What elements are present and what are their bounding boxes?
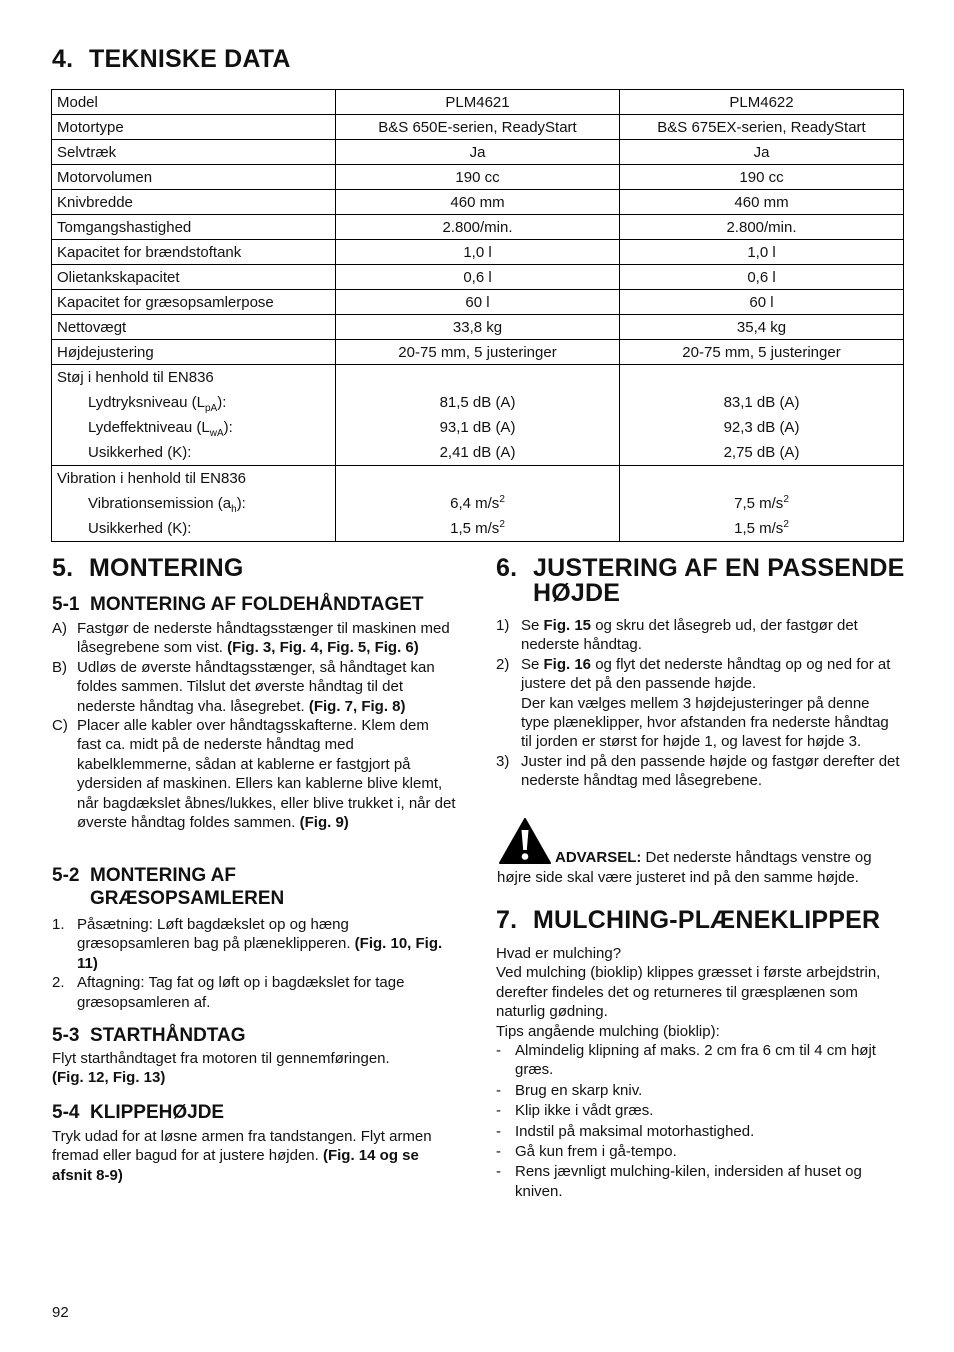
value: 1,5 $m/s^2$ xyxy=(450,519,505,537)
table-cell: PLM4621 xyxy=(336,90,620,115)
value: 2,41 dB (A) xyxy=(439,444,516,461)
section-5-heading xyxy=(52,556,244,581)
table-cell xyxy=(620,365,904,466)
section-title: MONTERING xyxy=(89,554,244,582)
section-title-line2: HØJDE xyxy=(533,579,621,607)
table-cell: 1,0 l xyxy=(620,240,904,265)
subscript: pA xyxy=(205,403,218,414)
table-cell: PLM4622 xyxy=(620,90,904,115)
subsection-5-4-heading xyxy=(52,1101,224,1124)
subsection-5-3-body xyxy=(52,1049,457,1088)
subsection-title: STARTHÅNDTAG xyxy=(90,1025,246,1046)
noise-lp-label xyxy=(57,390,330,415)
item-marker: 1) xyxy=(496,617,510,634)
value: 2,75 dB (A) xyxy=(723,444,800,461)
figure-ref: (Fig. 3, Fig. 4, Fig. 5, Fig. 6) xyxy=(227,639,419,657)
figure-ref: (Fig. 7, Fig. 8) xyxy=(308,697,406,715)
value: 93,1 dB (A) xyxy=(439,419,516,436)
section-number: 5. xyxy=(52,554,74,582)
value: 92,3 dB (A) xyxy=(723,419,800,436)
warning-label: ADVARSEL: xyxy=(555,849,642,866)
item-marker: 2. xyxy=(52,974,65,992)
warning-body: Det nederste håndtags venstre og højre side skal være justeret ind på den samme højde. xyxy=(497,849,872,886)
table-cell: Kapacitet for brændstoftank xyxy=(52,240,336,265)
item-text: Brug en skarp kniv. xyxy=(515,1081,643,1099)
table-row xyxy=(52,115,904,140)
table-cell: 460 mm xyxy=(620,190,904,215)
item-marker: B) xyxy=(52,658,67,676)
figure-ref: (Fig. 12, Fig. 13) xyxy=(52,1069,166,1087)
value: 83,1 dB (A) xyxy=(723,394,800,411)
figure-ref: Fig. 15 xyxy=(543,617,592,634)
table-row xyxy=(52,215,904,240)
item-text: og skru det låsegreb ud, der fastgør det nederste håndtag. xyxy=(521,617,858,654)
tech-data-table xyxy=(51,89,904,542)
label-end: ): xyxy=(236,495,246,512)
table-cell: 33,8 kg xyxy=(336,315,620,340)
label-end: ): xyxy=(223,419,233,436)
table-cell: Knivbredde xyxy=(52,190,336,215)
table-cell: 2.800/min. xyxy=(336,215,620,240)
figure-ref: (Fig. 14 og se afsnit 8-9) xyxy=(52,1147,419,1184)
list-item xyxy=(496,655,902,752)
bullet: - xyxy=(496,1102,501,1120)
value: 81,5 dB (A) xyxy=(439,394,516,411)
noise-lw-label xyxy=(57,415,330,440)
table-cell: Nettovægt xyxy=(52,315,336,340)
noise-title: Støj i henhold til EN836 xyxy=(57,369,214,386)
table-cell xyxy=(336,466,620,542)
table-cell: 2.800/min. xyxy=(620,215,904,240)
section-title: JUSTERING AF EN PASSENDE xyxy=(533,554,905,582)
subsection-title: MONTERING AF FOLDEHÅNDTAGET xyxy=(90,594,424,615)
list-item xyxy=(496,752,902,791)
table-cell: 0,6 l xyxy=(620,265,904,290)
warning-text xyxy=(497,818,902,888)
table-row xyxy=(52,315,904,340)
subsection-number: 5-2 xyxy=(52,865,80,886)
table-cell: Motorvolumen xyxy=(52,165,336,190)
item-text: Fastgør de nederste håndtagsstænger til maskinen med låsegrebene som vist. xyxy=(77,620,450,657)
subsection-number: 5-1 xyxy=(52,594,80,615)
section-7-heading xyxy=(496,908,880,933)
table-cell: 0,6 l xyxy=(336,265,620,290)
value: 7,5 $m/s^2$ xyxy=(734,494,789,512)
list-item xyxy=(496,1162,904,1201)
table-cell: 190 cc xyxy=(620,165,904,190)
item-text: Almindelig klipning af maks. 2 cm fra 6 cm til 4 cm højt græs. xyxy=(515,1042,876,1079)
section-title: TEKNISKE DATA xyxy=(89,45,291,73)
list-item xyxy=(52,716,457,832)
section-number: 4. xyxy=(52,45,74,73)
vibration-ah-label xyxy=(57,491,330,516)
table-cell: Selvtræk xyxy=(52,140,336,165)
table-cell: B&S 650E-serien, ReadyStart xyxy=(336,115,620,140)
table-row xyxy=(52,240,904,265)
list-item xyxy=(52,658,457,716)
figure-ref: Fig. 16 xyxy=(543,655,592,673)
item-text: Placer alle kabler over håndtagsskafterne. Klem dem fast ca. midt på de nederste håndtag med kabelklemmerne, sådan at kablerne er fastgjort på ydersiden af maskinen. Ellers kan kablerne blive klemt, når bagdækslet åbnes/lukkes, eller blive trukket i, når det øverste håndtag foldes sammen. xyxy=(77,717,456,832)
item-text: Klip ikke i vådt græs. xyxy=(515,1102,654,1120)
paragraph: Flyt starthåndtaget fra motoren til gennemføringen. xyxy=(52,1050,390,1067)
page-number: 92 xyxy=(52,1304,69,1321)
table-header-row xyxy=(52,90,904,115)
table-cell: 1,0 l xyxy=(336,240,620,265)
paragraph: Tips angående mulching (bioklip): xyxy=(496,1022,720,1040)
item-extra-text: Der kan vælges mellem 3 højdejusteringer på denne type plæneklipper, hvor afstanden fra nederste håndtag til jorden er størst for højde 1, og lavest for højde 3. xyxy=(521,694,889,751)
list-item xyxy=(496,1142,904,1161)
bullet: - xyxy=(496,1081,501,1099)
table-cell: 190 cc xyxy=(336,165,620,190)
item-marker: 2) xyxy=(496,655,510,673)
bullet: - xyxy=(496,1143,501,1161)
table-row xyxy=(52,190,904,215)
table-row xyxy=(52,265,904,290)
figure-ref: (Fig. 9) xyxy=(299,814,349,832)
table-cell: Ja xyxy=(336,140,620,165)
label-text: Lydtryksniveau (L xyxy=(88,394,205,411)
list-item xyxy=(52,619,457,658)
paragraph: Tryk udad for at løsne armen fra tandstangen. Flyt armen fremad eller bagud for at justere højden. xyxy=(52,1128,432,1165)
table-cell: Tomgangshastighed xyxy=(52,215,336,240)
subsection-number: 5-4 xyxy=(52,1102,80,1123)
subsection-5-1-heading xyxy=(52,593,424,616)
table-cell xyxy=(52,365,336,466)
subsection-title: KLIPPEHØJDE xyxy=(90,1102,225,1123)
list-item xyxy=(52,915,457,973)
section-7-body xyxy=(496,944,904,1202)
table-cell: 20-75 mm, 5 justeringer xyxy=(336,340,620,365)
list-item xyxy=(496,616,902,655)
item-text: Rens jævnligt mulching-kilen, indersiden af huset og kniven. xyxy=(515,1163,862,1200)
paragraph: Hvad er mulching? xyxy=(496,945,622,962)
table-row xyxy=(52,340,904,365)
subsection-number: 5-3 xyxy=(52,1025,80,1046)
table-row xyxy=(52,165,904,190)
table-cell: Kapacitet for græsopsamlerpose xyxy=(52,290,336,315)
list-item xyxy=(52,973,457,1012)
subsection-title-line2: GRÆSOPSAMLEREN xyxy=(90,888,285,909)
table-cell: 460 mm xyxy=(336,190,620,215)
warning-box xyxy=(497,818,902,888)
item-text: Påsætning: Løft bagdækslet op og hæng græsopsamleren bag på plæneklipperen. xyxy=(77,916,355,953)
item-text: Udløs de øverste håndtagsstænger, så håndtaget kan foldes sammen. Tilslut det øverste håndtag til det nederste håndtag vha. låsegrebet. xyxy=(77,658,435,715)
section-6-body xyxy=(496,616,902,791)
item-marker: 1. xyxy=(52,916,65,933)
table-cell: Olietankskapacitet xyxy=(52,265,336,290)
item-marker: C) xyxy=(52,717,68,735)
list-item xyxy=(496,1081,904,1100)
list-item xyxy=(496,1101,904,1120)
table-cell: Ja xyxy=(620,140,904,165)
item-marker: 3) xyxy=(496,752,510,770)
list-item xyxy=(496,1122,904,1141)
table-cell: 60 l xyxy=(336,290,620,315)
subsection-5-1-body xyxy=(52,619,457,832)
subscript: h xyxy=(231,504,237,515)
item-text: Indstil på maksimal motorhastighed. xyxy=(515,1122,755,1140)
table-cell xyxy=(52,466,336,542)
bullet: - xyxy=(496,1163,501,1181)
item-text: og flyt det nederste håndtag op og ned for at justere det på den passende højde. xyxy=(521,655,891,693)
table-cell: Motortype xyxy=(52,115,336,140)
figure-ref: (Fig. 10, Fig. 11) xyxy=(77,935,443,972)
table-cell: 60 l xyxy=(620,290,904,315)
table-row-vibration xyxy=(52,466,904,542)
subsection-5-2-body xyxy=(52,915,457,1012)
value: 6,4 $m/s^2$ xyxy=(450,494,505,512)
label-text: Vibrationsemission (a xyxy=(88,495,232,512)
list-item xyxy=(496,1041,904,1080)
subsection-5-4-body xyxy=(52,1127,457,1185)
subsection-5-2-heading xyxy=(52,864,284,910)
subscript: wA xyxy=(209,428,224,439)
table-cell: Model xyxy=(52,90,336,115)
table-row-noise xyxy=(52,365,904,466)
bullet: - xyxy=(496,1122,501,1140)
item-prefix: Se xyxy=(521,617,544,634)
section-6-heading xyxy=(496,556,905,606)
table-cell: 20-75 mm, 5 justeringer xyxy=(620,340,904,365)
item-marker: A) xyxy=(52,620,67,637)
table-cell xyxy=(620,466,904,542)
warning-triangle-icon xyxy=(499,818,551,864)
item-text: Gå kun frem i gå-tempo. xyxy=(515,1143,677,1161)
label-text: Lydeffektniveau (L xyxy=(88,419,210,436)
bullet: - xyxy=(496,1042,501,1060)
table-cell: 35,4 kg xyxy=(620,315,904,340)
vibration-title: Vibration i henhold til EN836 xyxy=(57,470,247,487)
item-prefix: Se xyxy=(521,655,544,673)
section-title: MULCHING-PLÆNEKLIPPER xyxy=(533,906,881,934)
table-cell xyxy=(336,365,620,466)
value: 1,5 $m/s^2$ xyxy=(734,519,789,537)
section-number: 7. xyxy=(496,906,518,934)
table-row xyxy=(52,140,904,165)
item-text: Juster ind på den passende højde og fastgør derefter det nederste håndtag med låsegrebene. xyxy=(521,752,900,790)
table-cell: B&S 675EX-serien, ReadyStart xyxy=(620,115,904,140)
table-cell: Højdejustering xyxy=(52,340,336,365)
subsection-5-3-heading xyxy=(52,1024,246,1047)
section-4-heading xyxy=(52,47,291,72)
noise-k-label: Usikkerhed (K): xyxy=(88,444,192,461)
item-text: Aftagning: Tag fat og løft op i bagdækslet for tage græsopsamleren af. xyxy=(77,974,405,1011)
subsection-title: MONTERING AF xyxy=(90,865,237,886)
paragraph: Ved mulching (bioklip) klippes græsset i første arbejdstrin, derefter findeles det og returneres til græsplænen som naturlig gødning. xyxy=(496,964,881,1021)
vibration-k-label: Usikkerhed (K): xyxy=(88,520,192,537)
section-number: 6. xyxy=(496,554,518,582)
label-end: ): xyxy=(217,394,227,411)
table-row xyxy=(52,290,904,315)
